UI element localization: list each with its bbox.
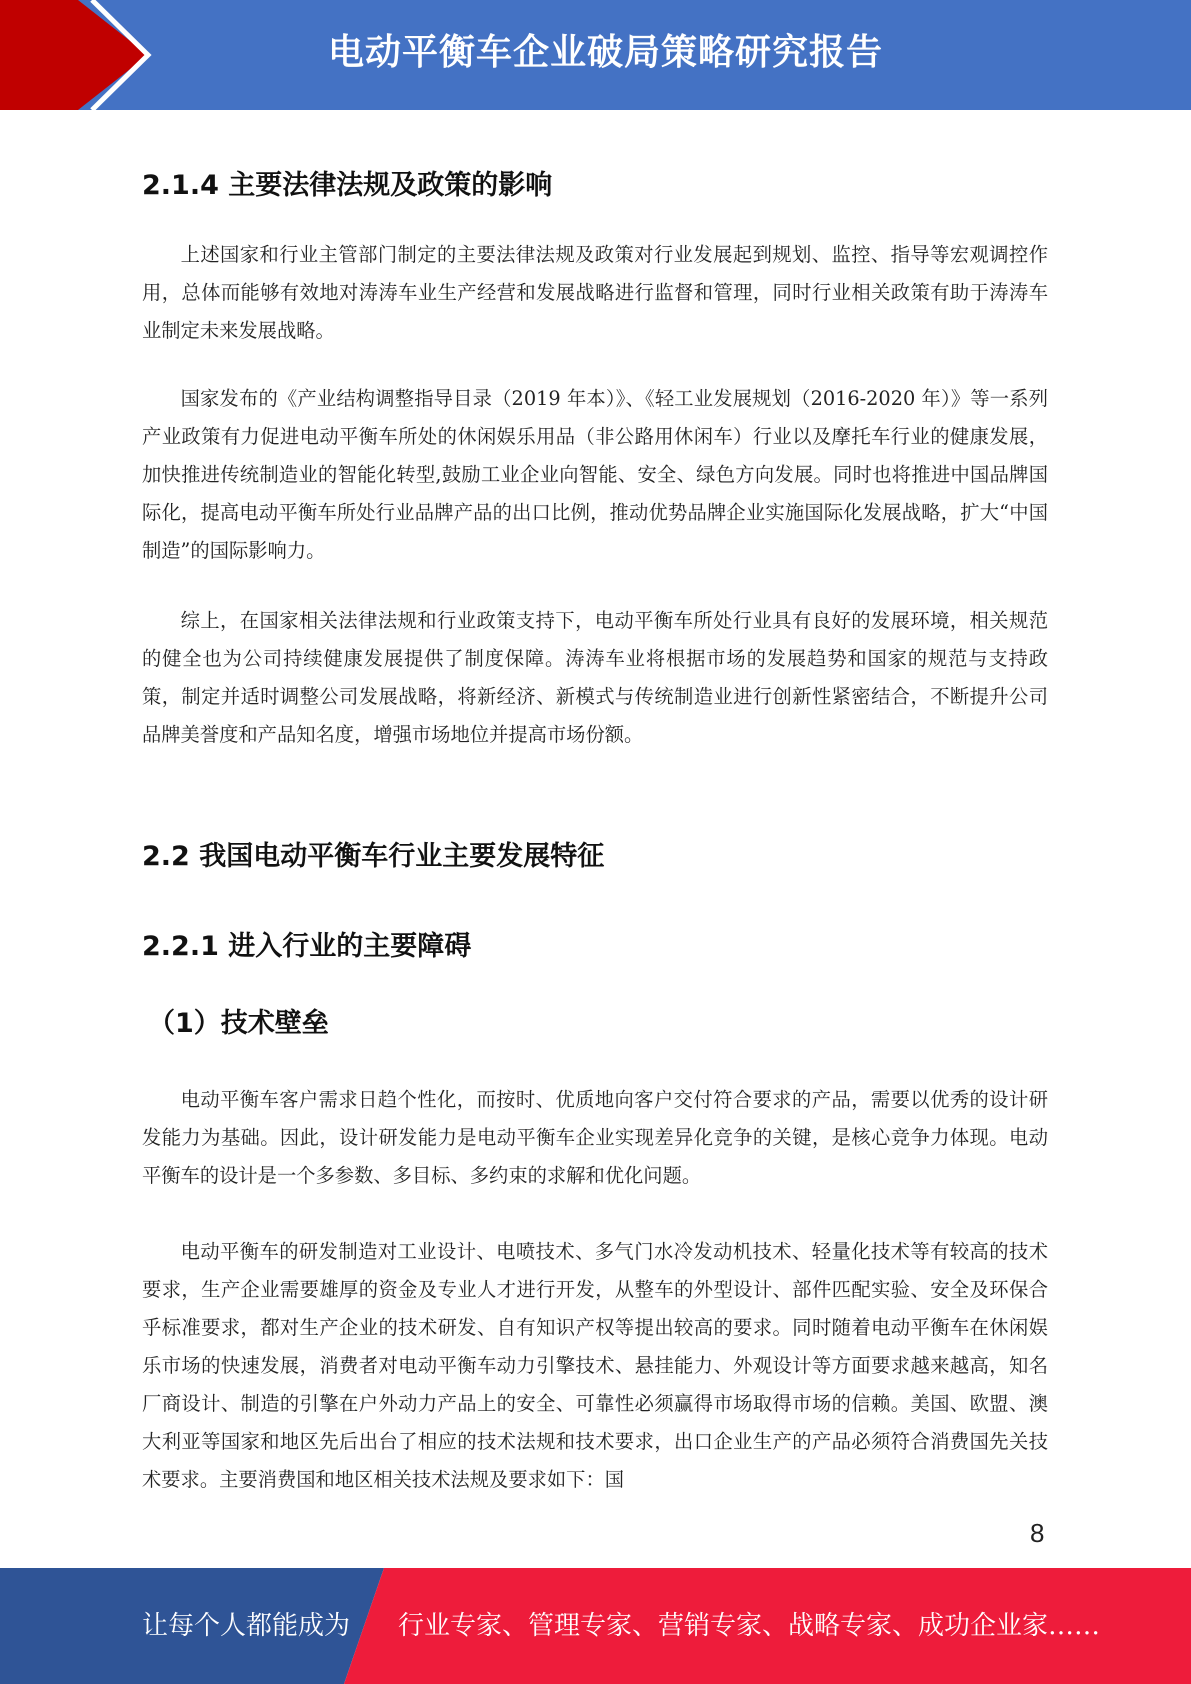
page-header — [0, 0, 1191, 110]
section-heading-2-1-4: 2.1.4 主要法律法规及政策的影响 — [142, 170, 553, 201]
paragraph: 上述国家和行业主管部门制定的主要法律法规及政策对行业发展起到规划、监控、指导等宏观调控作用，总体而能够有效地对涛涛车业生产经营和发展战略进行监督和管理，同时行业相关政策有助于涛涛车业制定未来发展战略。 — [142, 243, 1048, 342]
paragraph: 综上，在国家相关法律法规和行业政策支持下，电动平衡车所处行业具有良好的发展环境，相关规范的健全也为公司持续健康发展提供了制度保障。涛涛车业将根据市场的发展趋势和国家的规范与支持政策，制定并适时调整公司发展战略，将新经济、新模式与传统制造业进行创新性紧密结合，不断提升公司品牌美誉度和产品知名度，增强市场地位并提高市场份额。 — [142, 609, 1048, 746]
page-footer — [0, 1568, 1191, 1684]
paragraph: 电动平衡车客户需求日趋个性化，而按时、优质地向客户交付符合要求的产品，需要以优秀的设计研发能力为基础。因此，设计研发能力是电动平衡车企业实现差异化竞争的关键，是核心竞争力体现。电动平衡车的设计是一个多参数、多目标、多约束的求解和优化问题。 — [142, 1088, 1048, 1187]
subsection-heading-tech-barrier: （1）技术壁垒 — [148, 1008, 329, 1039]
header-title: 电动平衡车企业破局策略研究报告 — [327, 32, 883, 73]
paragraph: 电动平衡车的研发制造对工业设计、电喷技术、多气门水冷发动机技术、轻量化技术等有较高的技术要求，生产企业需要雄厚的资金及专业人才进行开发，从整车的外型设计、部件匹配实验、安全及环保合乎标准要求，都对生产企业的技术研发、自有知识产权等提出较高的要求。同时随着电动平衡车在休闲娱乐市场的快速发展，消费者对电动平衡车动力引擎技术、悬挂能力、外观设计等方面要求越来越高，知名厂商设计、制造的引擎在户外动力产品上的安全、可靠性必须赢得市场取得市场的信赖。美国、欧盟、澳大利亚等国家和地区先后出台了相应的技术法规和技术要求，出口企业生产的产品必须符合消费国先关技术要求。主要消费国和地区相关技术法规及要求如下：国 — [142, 1240, 1048, 1491]
section-heading-2-2-1: 2.2.1 进入行业的主要障碍 — [142, 931, 472, 962]
footer-slogan-right: 行业专家、管理专家、营销专家、战略专家、成功企业家…… — [398, 1611, 1101, 1641]
section-heading-2-2: 2.2 我国电动平衡车行业主要发展特征 — [142, 841, 605, 872]
page-number: 8 — [1030, 1518, 1045, 1548]
footer-slogan-left: 让每个人都能成为 — [142, 1611, 351, 1641]
paragraph: 国家发布的《产业结构调整指导目录（2019 年本）》、《轻工业发展规划（2016-2020 年）》等一系列产业政策有力促进电动平衡车所处的休闲娱乐用品（非公路用休闲车）行业以及摩托车行业的健康发展，加快推进传统制造业的智能化转型,鼓励工业企业向智能、安全、绿色方向发展。同时也将推进中国品牌国际化，提高电动平衡车所处行业品牌产品的出口比例，推动优势品牌企业实施国际化发展战略，扩大“中国制造”的国际影响力。 — [142, 387, 1048, 562]
